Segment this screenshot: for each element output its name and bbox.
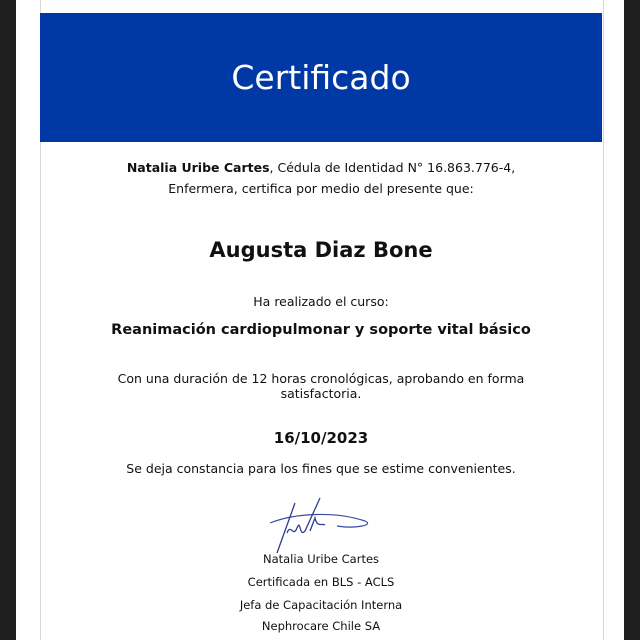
header-banner [40,13,602,142]
course-name: Reanimación cardiopulmonar y soporte vital básico [111,322,531,338]
issuer-line-2: Enfermera, certifica por medio del presente que: [168,181,474,196]
closing-text: Se deja constancia para los fines que se estime convenientes. [126,461,516,476]
duration-line-2: satisfactoria. [280,386,362,401]
signer-certification: Certificada en BLS - ACLS [247,575,395,589]
issuer-line [40,160,602,175]
signer-company: Nephrocare Chile SA [261,619,381,633]
issuer-id: , Cédula de Identidad N° 16.863.776-4, [269,160,516,175]
course-intro: Ha realizado el curso: [253,294,389,309]
duration-line-1: Con una duración de 12 horas cronológicas, aprobando en forma [117,371,525,386]
certificate-title: Certificado [231,58,411,97]
signer-name: Natalia Uribe Cartes [262,552,380,566]
issuer-name: Natalia Uribe Cartes [126,160,270,175]
signer-role: Jefa de Capacitación Interna [239,598,403,612]
date: 16/10/2023 [273,429,369,447]
recipient-name: Augusta Diaz Bone [209,238,433,262]
